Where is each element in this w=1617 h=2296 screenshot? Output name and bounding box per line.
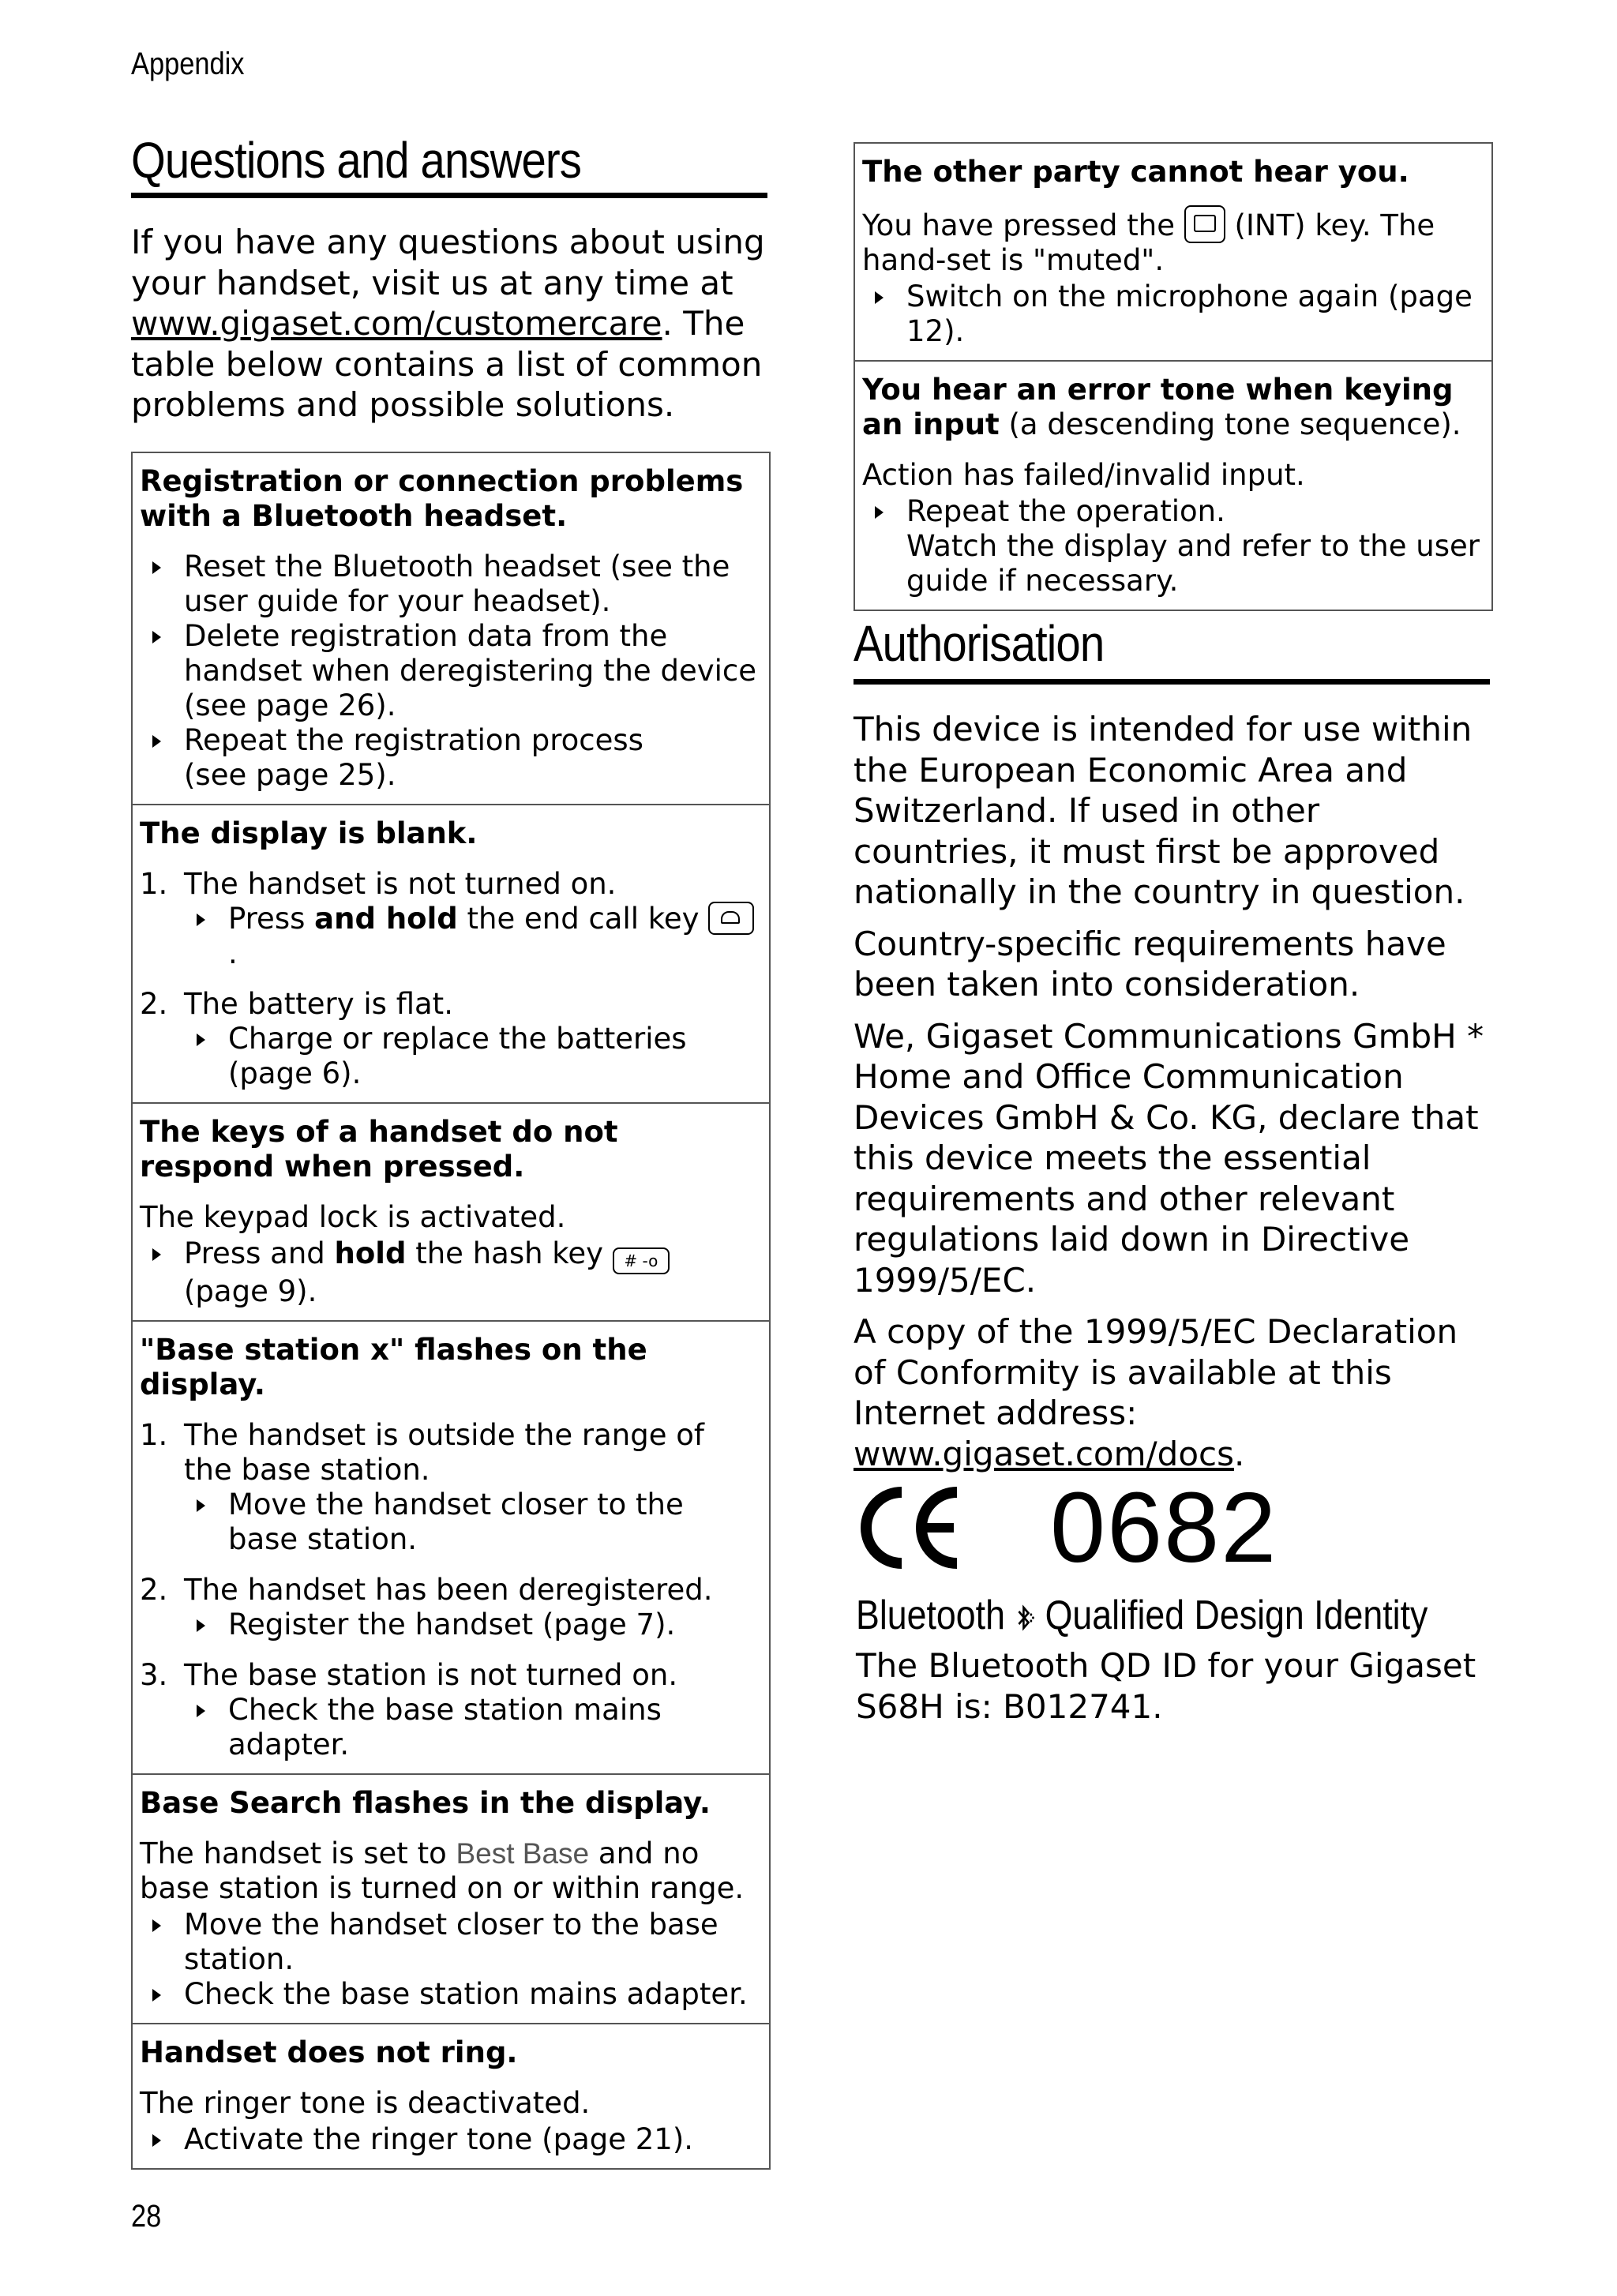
running-header: Appendix [131,47,245,81]
faq-cannot-hear: The other party cannot hear you. You have pressed the (INT) key. The hand-set is "muted". Switch on the microphone again (page 12). [855,144,1491,360]
qa-title-rule [131,193,767,198]
faq-display-blank: The display is blank. 1. The handset is not turned on. Press and hold the end call key . 2. The battery is flat. Charge or replace the batteries (page 6). [133,804,769,1102]
bullet-arrow-icon [184,1488,228,1522]
bullet-arrow-icon [184,1608,228,1642]
ce-notified-body-number: 0682 [1050,1472,1278,1583]
auth-title-rule [854,679,1490,685]
customercare-link[interactable]: www.gigaset.com/customercare [131,304,662,343]
auth-title: Authorisation [854,615,1105,672]
bullet-arrow-icon [862,494,906,529]
auth-body: This device is intended for use within the European Economic Area and Switzerland. If used in other countries, it must first be approved nationally in the country in question. Country-specific requirements have been taken into consideration. We, Gigaset Communications GmbH * Home and Office Communication Devices GmbH & Co. KG, declare that this device meets the essential requirements and other relevant regulations laid down in Directive 1999/5/EC. A copy of the 1999/5/EC Declaration of Conformity is available at this Internet address: www.gigaset.com/docs. [854,710,1484,1473]
hash-key-icon: # -o [613,1247,670,1274]
faq-question: You hear an error tone when keying an input (a descending tone sequence). [862,373,1461,441]
faq-error-tone: You hear an error tone when keying an input (a descending tone sequence). Action has failed/invalid input. Repeat the operation. Watch the display and refer to the user guide if necessary. [855,360,1491,610]
bullet-arrow-icon [184,1693,228,1728]
faq-keys-no-response: The keys of a handset do not respond when pressed. The keypad lock is activated. Press and hold the hash key # -o (page 9). [133,1102,769,1320]
faq-bluetooth: Registration or connection problems with a Bluetooth headset. Reset the Bluetooth headset (see the user guide for your headset). Delete registration data from the handset when deregistering the device (see page 26). Repeat the registration process (see page 25). [133,453,769,804]
faq-question: The other party cannot hear you. [862,155,1409,189]
bullet-arrow-icon [140,550,184,584]
page-number: 28 [131,2199,162,2234]
bullet-arrow-icon [184,902,228,936]
faq-question: Base Search flashes in the display. [140,1786,711,1820]
end-call-key-icon [708,902,754,935]
faq-table-right [854,142,1493,611]
faq-question: The display is blank. [140,816,478,850]
bullet-arrow-icon [140,619,184,654]
bluetooth-qdid-text: The Bluetooth QD ID for your Gigaset S68H is: B012741. [856,1646,1476,1726]
bullet-arrow-icon [862,279,906,314]
bullet-arrow-icon [140,723,184,758]
bullet-arrow-icon [140,1908,184,1942]
bullet-arrow-icon [140,1977,184,2012]
display-text-best-base: Best Base [456,1837,590,1870]
bluetooth-heading: Bluetooth Qualified Design Identity [856,1593,1428,1638]
faq-question: Handset does not ring. [140,2035,518,2069]
ce-mark-icon [856,1484,966,1571]
faq-question: Registration or connection problems with a Bluetooth headset. [140,464,744,533]
docs-link[interactable]: www.gigaset.com/docs [854,1434,1234,1473]
bullet-arrow-icon [140,2122,184,2157]
bullet-arrow-icon [140,1236,184,1271]
faq-question: "Base station x" flashes on the display. [140,1333,647,1401]
bluetooth-icon [1015,1604,1035,1632]
faq-base-station-flashes: "Base station x" flashes on the display. 1. The handset is outside the range of the base station. Move the handset closer to the base station. 2. The handset has been deregistered. Register the handset (page 7). 3. The base station is not turned on. Check the base station mains adapter. [133,1320,769,1773]
qa-intro: If you have any questions about using your handset, visit us at any time at www.gigaset.com/customercare. The table below contains a list of common problems and possible solutions. [131,223,765,424]
faq-base-search: Base Search flashes in the display. The handset is set to Best Base and no base station is turned on or within range. Move the handset closer to the base station. Check the base station mains adapter. [133,1773,769,2023]
int-key-icon [1184,205,1225,243]
bullet-arrow-icon [184,1022,228,1056]
faq-question: The keys of a handset do not respond when pressed. [140,1115,618,1184]
faq-table-left [131,452,771,2170]
qa-title: Questions and answers [131,132,582,189]
faq-no-ring: Handset does not ring. The ringer tone is deactivated. Activate the ringer tone (page 21). [133,2023,769,2168]
